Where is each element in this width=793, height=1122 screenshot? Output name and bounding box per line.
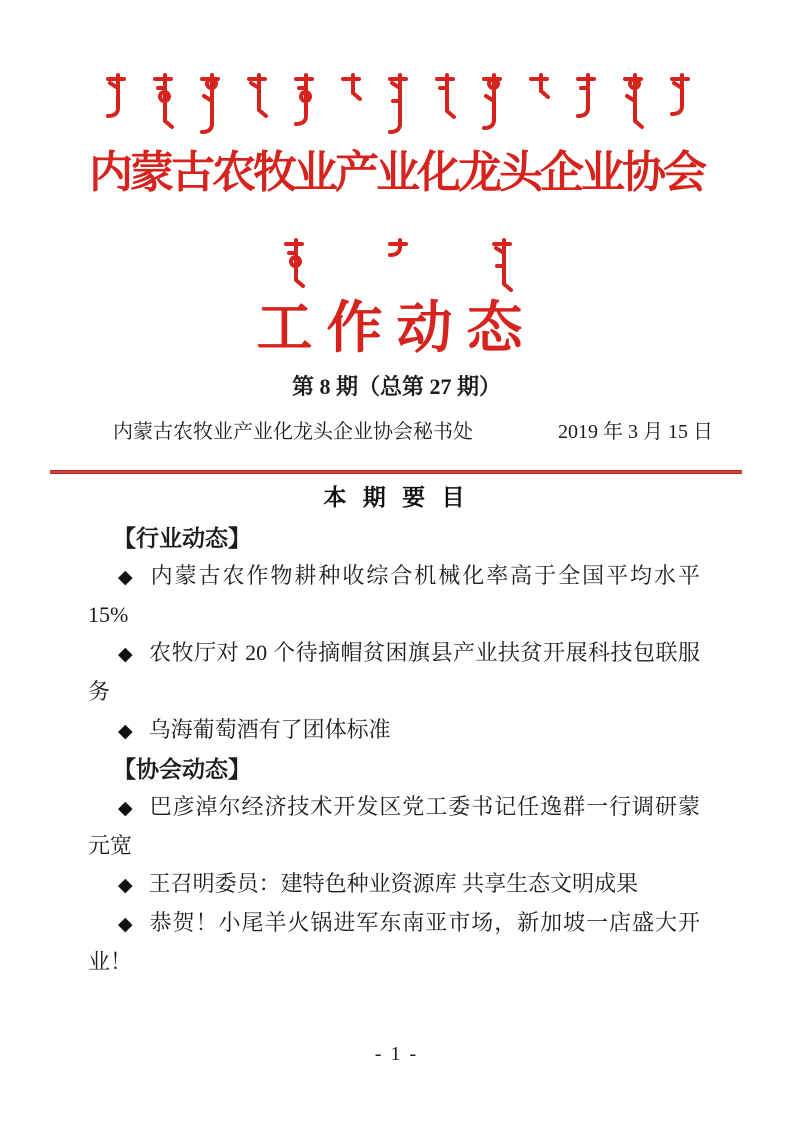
toc-item: ◆ 王召明委员：建特色种业资源库 共享生态文明成果: [118, 870, 639, 896]
mongolian-word: [196, 72, 222, 134]
diamond-bullet-icon: ◆: [118, 873, 133, 896]
bulletin-title: 工作动态: [256, 297, 537, 360]
toc-item: ◆ 乌海葡萄酒有了团体标准: [118, 716, 391, 742]
mongolian-word: [243, 72, 269, 119]
mongolian-word: [572, 72, 598, 118]
page-number: - 1 -: [374, 1043, 419, 1065]
mongolian-word: [102, 72, 128, 118]
diamond-bullet-icon: ◆: [118, 796, 134, 819]
toc-item-continuation: 务: [88, 678, 111, 704]
toc-heading: 本 期 要 目: [323, 483, 470, 510]
diamond-bullet-icon: ◆: [118, 642, 134, 665]
mongolian-word: [337, 72, 363, 102]
mongolian-word: [149, 72, 175, 130]
mongolian-word: [431, 72, 457, 120]
issue-date: 2019 年 3 月 15 日: [558, 420, 713, 443]
mongolian-word: [666, 72, 692, 116]
diamond-bullet-icon: ◆: [118, 565, 135, 588]
toc-item-continuation: 业！: [88, 948, 133, 974]
mongolian-word: [384, 72, 410, 134]
toc-item-continuation: 15%: [88, 601, 129, 627]
red-divider-rule: [50, 470, 742, 474]
toc-section-heading: 【行业动态】: [113, 524, 251, 551]
mongolian-word: [280, 237, 306, 289]
toc-item: ◆ 农牧厅对 20 个待摘帽贫困旗县产业扶贫开展科技包联服: [118, 639, 700, 665]
mongolian-word: [290, 72, 316, 126]
publisher-name: 内蒙古农牧业产业化龙头企业协会秘书处: [113, 420, 473, 443]
mongolian-word: [488, 237, 514, 293]
mongolian-word: [384, 237, 410, 257]
mongolian-word: [525, 72, 551, 100]
mongolian-script-row-1: [50, 72, 743, 134]
publisher-row: [113, 420, 713, 444]
toc-item: ◆ 恭贺！小尾羊火锅进军东南亚市场，新加坡一店盛大开: [118, 909, 700, 935]
toc-item: ◆ 巴彦淖尔经济技术开发区党工委书记任逸群一行调研蒙: [118, 793, 700, 819]
mongolian-word: [478, 72, 504, 130]
org-name-title: 内蒙古农牧业产业化龙头企业协会: [89, 148, 704, 197]
diamond-bullet-icon: ◆: [118, 912, 134, 935]
toc-item: ◆ 内蒙古农作物耕种收综合机械化率高于全国平均水平: [118, 562, 700, 588]
issue-number-line: 第 8 期（总第 27 期）: [291, 373, 501, 399]
mongolian-script-row-2: [0, 237, 793, 293]
diamond-bullet-icon: ◆: [118, 719, 133, 742]
mongolian-word: [619, 72, 645, 130]
toc-section-heading: 【协会动态】: [113, 755, 251, 782]
toc-item-continuation: 元宽: [88, 832, 133, 858]
toc-list: [88, 519, 700, 981]
